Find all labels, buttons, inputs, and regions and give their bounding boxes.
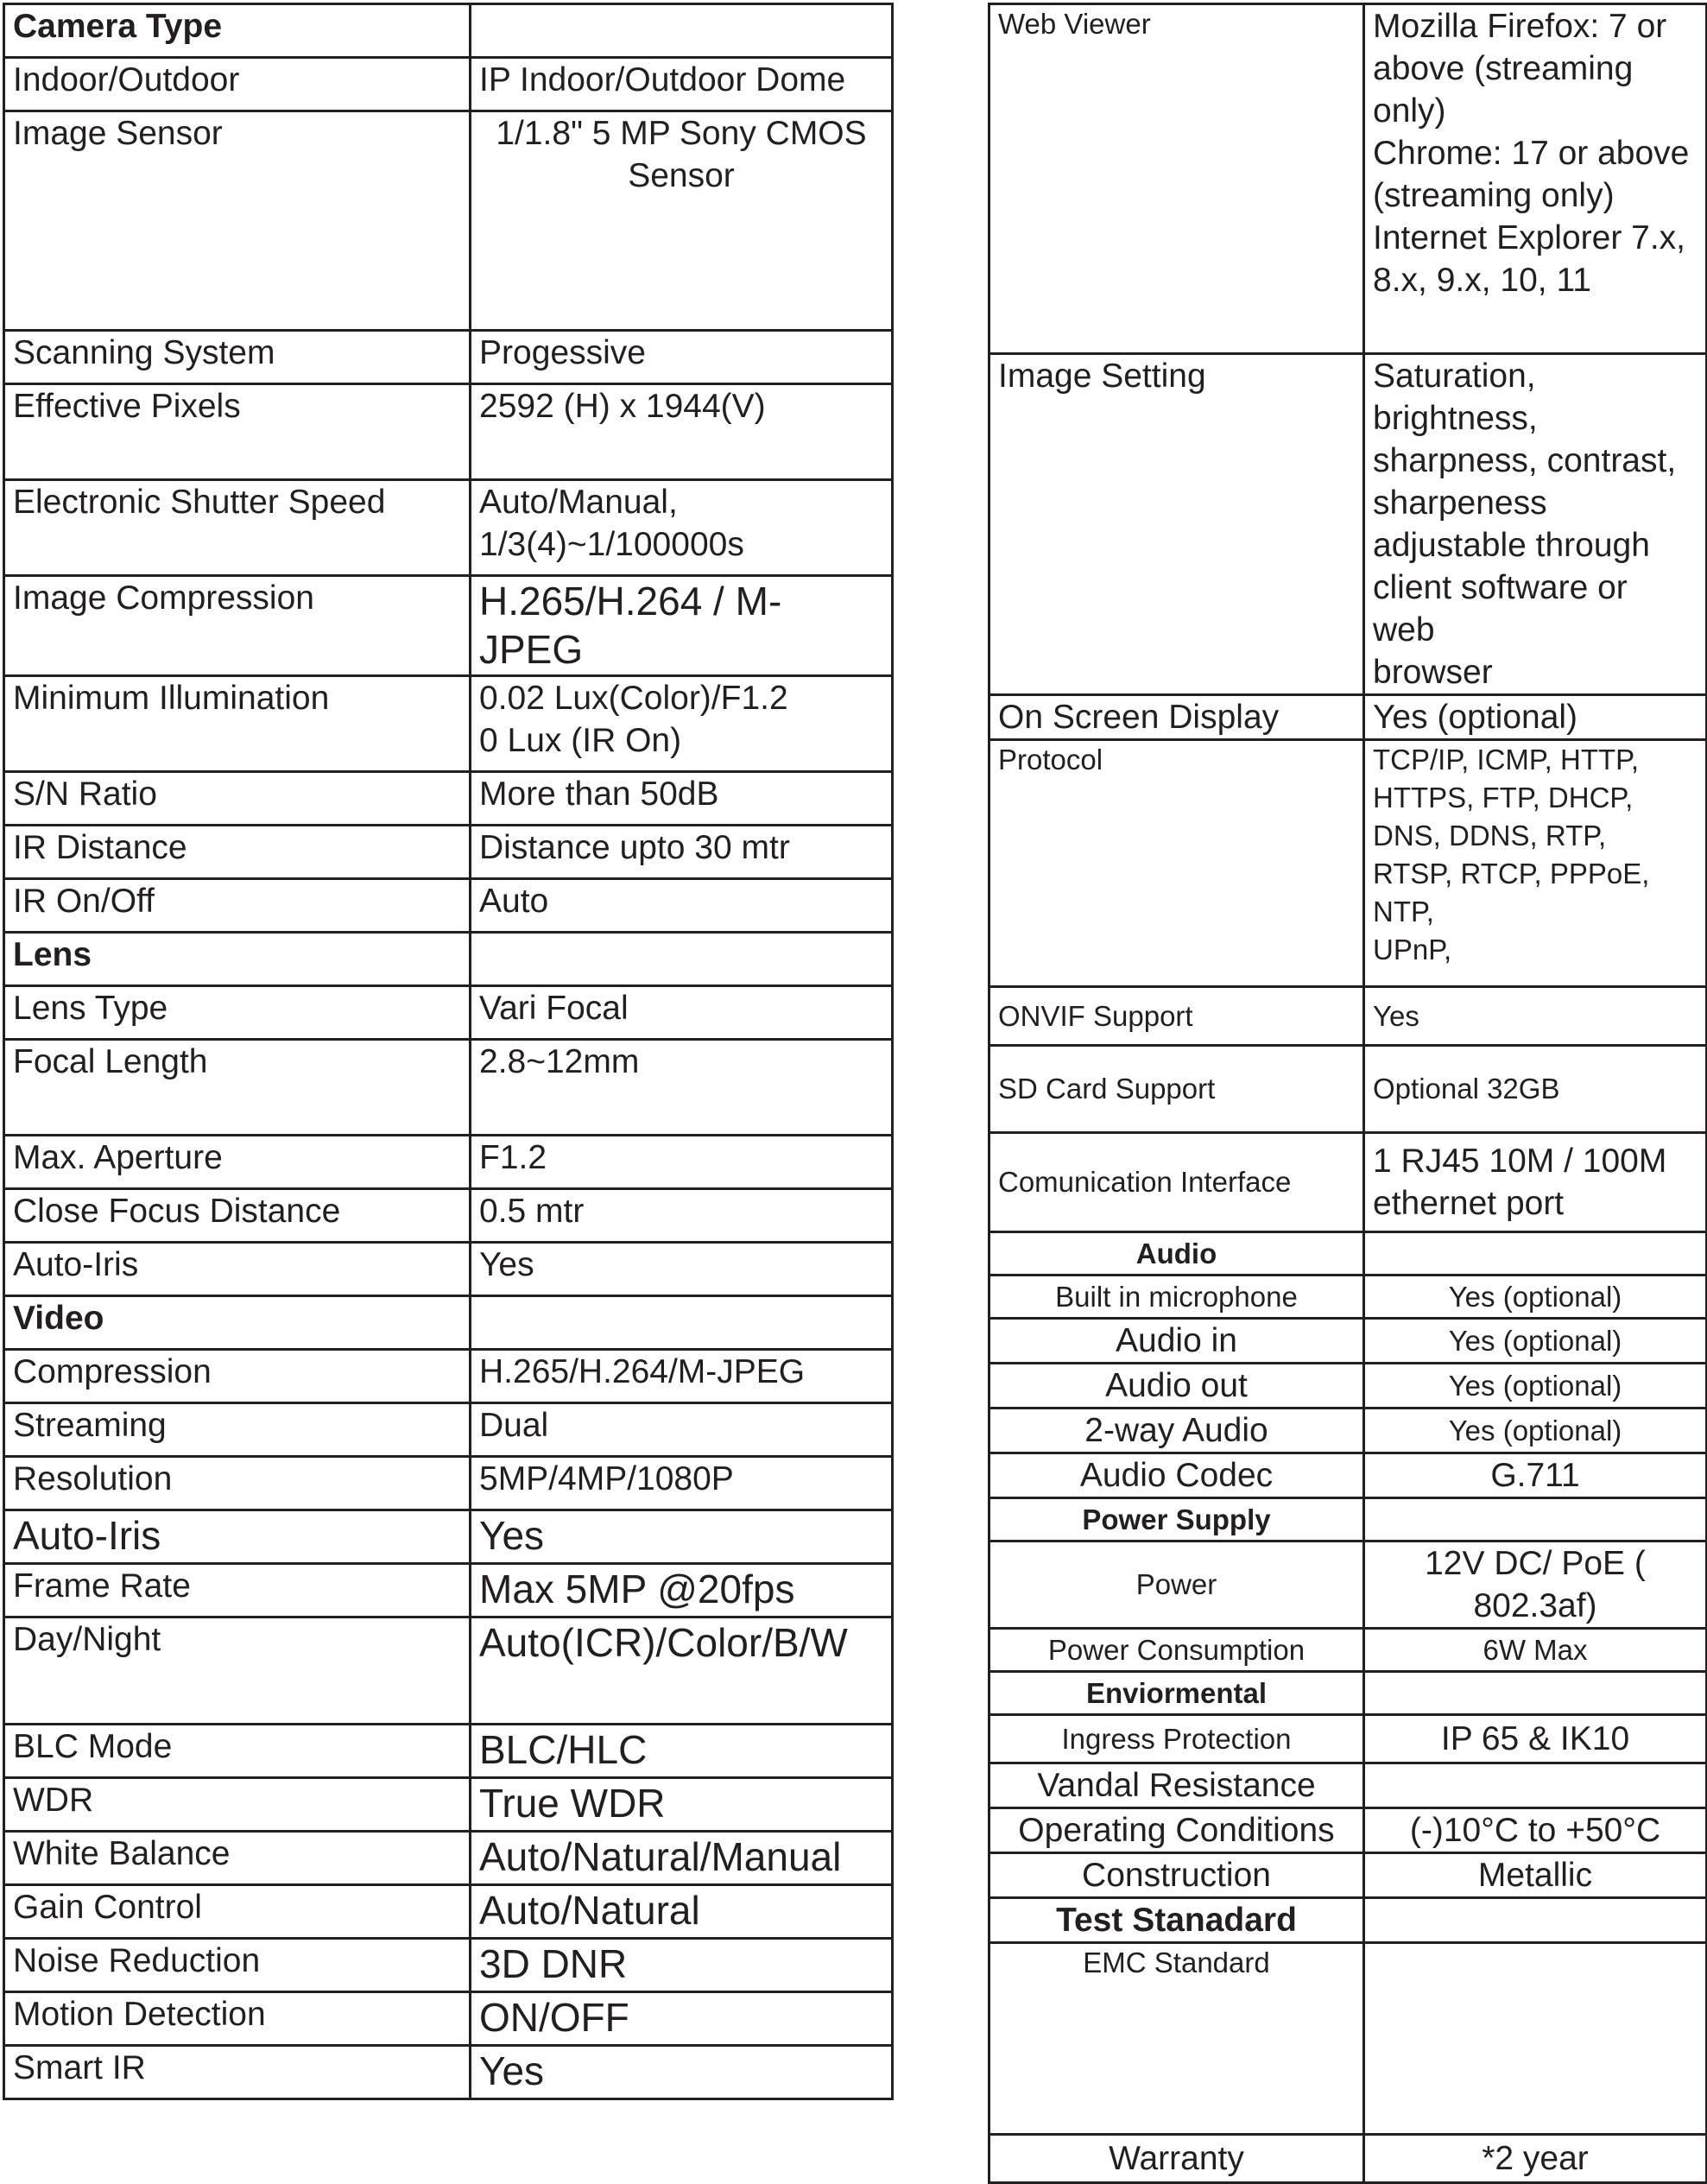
spec-row xyxy=(4,1189,893,1243)
spec-row xyxy=(4,1725,893,1778)
spec-row xyxy=(4,111,893,331)
spec-label: Scanning System xyxy=(4,331,471,384)
spec-value: Yes xyxy=(471,1510,893,1564)
spec-label: 2-way Audio xyxy=(989,1409,1364,1453)
spec-value: ON/OFF xyxy=(471,1992,893,2046)
spec-row xyxy=(4,1564,893,1617)
spec-value: Distance upto 30 mtr xyxy=(471,826,893,879)
spec-label: Built in microphone xyxy=(989,1276,1364,1319)
spec-label: BLC Mode xyxy=(4,1725,471,1778)
spec-row xyxy=(989,2135,1707,2183)
spec-label: Audio out xyxy=(989,1364,1364,1409)
spec-label: Power xyxy=(989,1541,1364,1629)
spec-label: EMC Standard xyxy=(989,1943,1364,2135)
spec-label: Frame Rate xyxy=(4,1564,471,1617)
spec-label: Minimum Illumination xyxy=(4,676,471,772)
spec-value: 0.02 Lux(Color)/F1.2 0 Lux (IR On) xyxy=(471,676,893,772)
section-label: Video xyxy=(4,1296,471,1350)
spec-row xyxy=(4,1510,893,1564)
spec-value: 12V DC/ PoE ( 802.3af) xyxy=(1364,1541,1707,1629)
spec-label: Lens Type xyxy=(4,986,471,1040)
left-spec-table xyxy=(3,3,894,2100)
spec-value: 2.8~12mm xyxy=(471,1040,893,1136)
section-label: Audio xyxy=(989,1232,1364,1276)
spec-row xyxy=(989,1808,1707,1853)
spec-label: Max. Aperture xyxy=(4,1136,471,1189)
spec-row xyxy=(989,1898,1707,1943)
spec-label: Image Sensor xyxy=(4,111,471,331)
spec-row xyxy=(4,1992,893,2046)
spec-row xyxy=(989,987,1707,1046)
spec-label: Compression xyxy=(4,1350,471,1403)
spec-value: Yes xyxy=(471,1243,893,1296)
spec-value: Mozilla Firefox: 7 or above (streaming only) Chrome: 17 or above (streaming only) Internet Explorer 7.x, 8.x, 9.x, 10, 11 xyxy=(1364,4,1707,354)
spec-value: 6W Max xyxy=(1364,1629,1707,1672)
spec-value xyxy=(1364,1672,1707,1715)
section-label: Power Supply xyxy=(989,1498,1364,1541)
spec-value: Vari Focal xyxy=(471,986,893,1040)
spec-value xyxy=(1364,1232,1707,1276)
spec-label: Electronic Shutter Speed xyxy=(4,480,471,576)
spec-value: H.265/H.264 / M-JPEG xyxy=(471,576,893,676)
spec-row xyxy=(989,1364,1707,1409)
spec-label: White Balance xyxy=(4,1832,471,1885)
spec-row xyxy=(989,1672,1707,1715)
spec-label: Gain Control xyxy=(4,1885,471,1939)
spec-label: Image Compression xyxy=(4,576,471,676)
spec-label: Indoor/Outdoor xyxy=(4,58,471,111)
spec-label: SD Card Support xyxy=(989,1046,1364,1133)
spec-value xyxy=(1364,1763,1707,1808)
spec-label: IR On/Off xyxy=(4,879,471,933)
spec-row xyxy=(4,933,893,986)
spec-row xyxy=(989,1498,1707,1541)
spec-label: Auto-Iris xyxy=(4,1243,471,1296)
spec-row xyxy=(4,1832,893,1885)
spec-row xyxy=(989,1763,1707,1808)
spec-row xyxy=(989,1319,1707,1364)
spec-label: Close Focus Distance xyxy=(4,1189,471,1243)
spec-row xyxy=(4,826,893,879)
spec-value xyxy=(471,933,893,986)
spec-value: Dual xyxy=(471,1403,893,1457)
spec-label: Noise Reduction xyxy=(4,1939,471,1992)
spec-value: Yes xyxy=(1364,987,1707,1046)
spec-value: Auto/Manual, 1/3(4)~1/100000s xyxy=(471,480,893,576)
section-label: Test Stanadard xyxy=(989,1898,1364,1943)
spec-value: True WDR xyxy=(471,1778,893,1832)
spec-value: Progessive xyxy=(471,331,893,384)
spec-label: Auto-Iris xyxy=(4,1510,471,1564)
spec-label: Motion Detection xyxy=(4,1992,471,2046)
spec-value: Yes xyxy=(471,2046,893,2099)
spec-row xyxy=(4,576,893,676)
spec-label: WDR xyxy=(4,1778,471,1832)
spec-row xyxy=(4,384,893,480)
spec-label: Comunication Interface xyxy=(989,1133,1364,1232)
spec-value: H.265/H.264/M-JPEG xyxy=(471,1350,893,1403)
spec-value: Auto/Natural xyxy=(471,1885,893,1939)
spec-value xyxy=(471,1296,893,1350)
spec-label: Day/Night xyxy=(4,1617,471,1725)
spec-label: ONVIF Support xyxy=(989,987,1364,1046)
spec-label: Protocol xyxy=(989,740,1364,987)
spec-row xyxy=(989,4,1707,354)
spec-value: Yes (optional) xyxy=(1364,1409,1707,1453)
section-label: Enviormental xyxy=(989,1672,1364,1715)
spec-label: Audio in xyxy=(989,1319,1364,1364)
spec-label: Construction xyxy=(989,1853,1364,1898)
spec-value: Auto xyxy=(471,879,893,933)
spec-row xyxy=(4,58,893,111)
spec-row xyxy=(989,1232,1707,1276)
spec-row xyxy=(4,480,893,576)
spec-label: Vandal Resistance xyxy=(989,1763,1364,1808)
spec-value: (-)10°C to +50°C xyxy=(1364,1808,1707,1853)
spec-value: BLC/HLC xyxy=(471,1725,893,1778)
spec-row xyxy=(4,986,893,1040)
spec-label: Effective Pixels xyxy=(4,384,471,480)
spec-value: Yes (optional) xyxy=(1364,695,1707,740)
spec-value xyxy=(1364,1943,1707,2135)
spec-value: Max 5MP @20fps xyxy=(471,1564,893,1617)
spec-row xyxy=(4,1939,893,1992)
spec-label: Web Viewer xyxy=(989,4,1364,354)
spec-value xyxy=(471,4,893,58)
spec-value: Yes (optional) xyxy=(1364,1319,1707,1364)
spec-row xyxy=(4,2046,893,2099)
spec-row xyxy=(4,331,893,384)
spec-label: S/N Ratio xyxy=(4,772,471,826)
section-label: Camera Type xyxy=(4,4,471,58)
spec-label: Resolution xyxy=(4,1457,471,1510)
spec-value: Saturation, brightness, sharpness, contrast, sharpeness adjustable through client software or web browser xyxy=(1364,354,1707,695)
spec-label: Focal Length xyxy=(4,1040,471,1136)
spec-row xyxy=(989,1133,1707,1232)
spec-label: Audio Codec xyxy=(989,1453,1364,1498)
spec-value: Metallic xyxy=(1364,1853,1707,1898)
right-spec-table xyxy=(988,3,1707,2184)
spec-row xyxy=(989,1453,1707,1498)
spec-row xyxy=(989,354,1707,695)
spec-value: 1/1.8" 5 MP Sony CMOS Sensor xyxy=(471,111,893,331)
spec-label: Streaming xyxy=(4,1403,471,1457)
spec-label: Warranty xyxy=(989,2135,1364,2183)
spec-value: IP 65 & IK10 xyxy=(1364,1715,1707,1763)
spec-row xyxy=(989,1943,1707,2135)
spec-row xyxy=(989,695,1707,740)
spec-label: IR Distance xyxy=(4,826,471,879)
spec-row xyxy=(4,676,893,772)
spec-row xyxy=(989,1629,1707,1672)
spec-row xyxy=(4,1350,893,1403)
spec-value: TCP/IP, ICMP, HTTP, HTTPS, FTP, DHCP, DNS, DDNS, RTP, RTSP, RTCP, PPPoE, NTP, UPnP, xyxy=(1364,740,1707,987)
spec-row xyxy=(4,1778,893,1832)
spec-value: 2592 (H) x 1944(V) xyxy=(471,384,893,480)
spec-value: 1 RJ45 10M / 100M ethernet port xyxy=(1364,1133,1707,1232)
section-label: Lens xyxy=(4,933,471,986)
spec-row xyxy=(4,879,893,933)
spec-row xyxy=(4,1040,893,1136)
spec-row xyxy=(4,1457,893,1510)
spec-label: Operating Conditions xyxy=(989,1808,1364,1853)
spec-row xyxy=(989,740,1707,987)
spec-label: Smart IR xyxy=(4,2046,471,2099)
spec-row xyxy=(4,772,893,826)
spec-value: 5MP/4MP/1080P xyxy=(471,1457,893,1510)
spec-row xyxy=(4,1617,893,1725)
spec-row xyxy=(989,1715,1707,1763)
spec-value: Optional 32GB xyxy=(1364,1046,1707,1133)
spec-row xyxy=(989,1276,1707,1319)
spec-row xyxy=(989,1541,1707,1629)
spec-label: Image Setting xyxy=(989,354,1364,695)
spec-row xyxy=(989,1046,1707,1133)
spec-row xyxy=(4,1885,893,1939)
spec-value: Yes (optional) xyxy=(1364,1276,1707,1319)
spec-row xyxy=(4,1296,893,1350)
spec-label: On Screen Display xyxy=(989,695,1364,740)
spec-label: Ingress Protection xyxy=(989,1715,1364,1763)
spec-row xyxy=(989,1409,1707,1453)
spec-value: 3D DNR xyxy=(471,1939,893,1992)
spec-value: More than 50dB xyxy=(471,772,893,826)
spec-row xyxy=(4,4,893,58)
spec-value: G.711 xyxy=(1364,1453,1707,1498)
spec-value: IP Indoor/Outdoor Dome xyxy=(471,58,893,111)
spec-row xyxy=(989,1853,1707,1898)
spec-row xyxy=(4,1243,893,1296)
spec-value: F1.2 xyxy=(471,1136,893,1189)
spec-value: 0.5 mtr xyxy=(471,1189,893,1243)
spec-value: Auto(ICR)/Color/B/W xyxy=(471,1617,893,1725)
spec-value: Yes (optional) xyxy=(1364,1364,1707,1409)
spec-row xyxy=(4,1403,893,1457)
spec-value: *2 year xyxy=(1364,2135,1707,2183)
spec-value xyxy=(1364,1898,1707,1943)
spec-value xyxy=(1364,1498,1707,1541)
spec-label: Power Consumption xyxy=(989,1629,1364,1672)
spec-value: Auto/Natural/Manual xyxy=(471,1832,893,1885)
spec-row xyxy=(4,1136,893,1189)
